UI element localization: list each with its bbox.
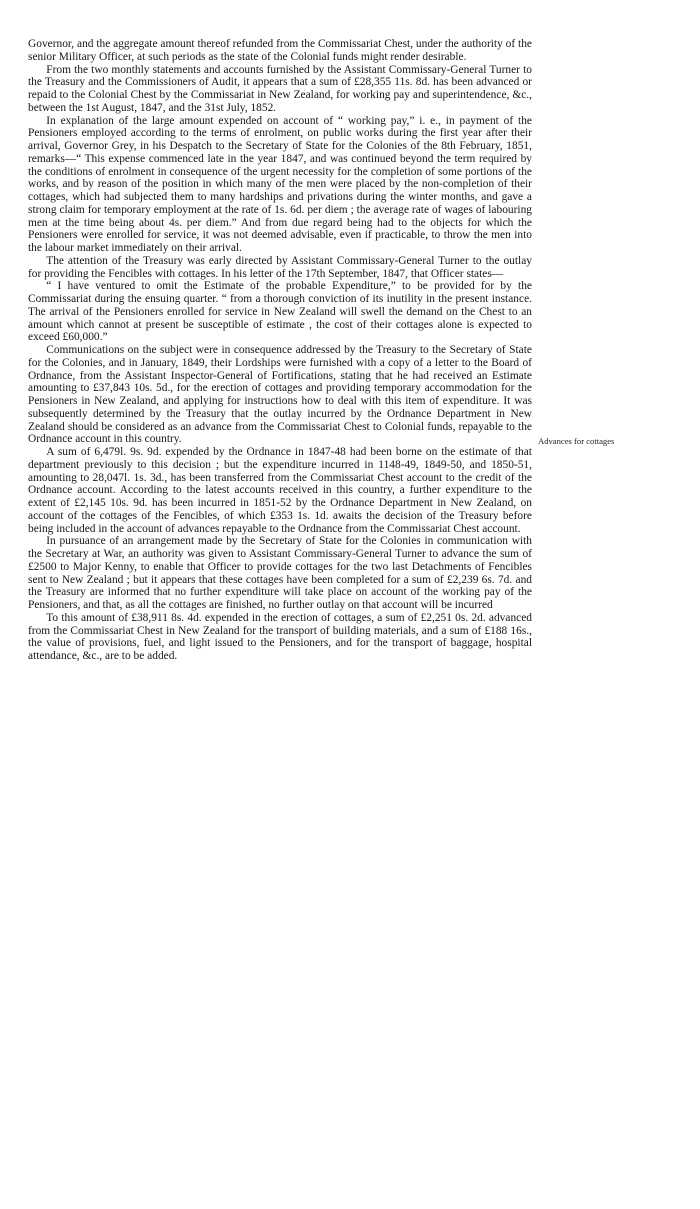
paragraph: In explanation of the large amount expended on account of “ working pay,” i. e., in payment of the Pensioners employed according to the terms of enrolment, on public works during the first year after their arrival, Governor Grey, in his Despatch to the Secretary of State for the Colonies of the 8th February, 1851, remarks—“ This expense commenced late in the year 1847, and was continued beyond the term required by the conditions of enrolment in consequence of the urgent necessity for the completion of some portions of the works, and by reason of the position in which many of the men were placed by the non-completion of their cottages, which had subjected them to many hardships and privations during the winter months, and gave a strong claim for temporary employment at the rate of 1s. 6d. per diem ; the average rate of wages of labouring men at the time being about 4s. per diem.” And from due regard being had to the objects for which the Pensioners were enrolled for service, it was not deemed advisable, even if practicable, to throw the men into the labour market immediately on their arrival. bbox=[28, 114, 532, 254]
paragraph: To this amount of £38,911 8s. 4d. expended in the erection of cottages, a sum of £2,251 0s. 2d. advanced from the Commissariat Chest in New Zealand for the transport of building materials, and a sum of £188 16s., the value of provisions, fuel, and light issued to the Pensioners, and for the transport of baggage, hospital attendance, &c., are to be added. bbox=[28, 611, 532, 662]
paragraph: From the two monthly statements and accounts furnished by the Assistant Commissary-General Turner to the Treasury and the Commissioners of Audit, it appears that a sum of £28,355 11s. 8d. has been advanced or repaid to the Colonial Chest by the Commissariat in New Zealand, for working pay and superintendence, &c., between the 1st August, 1847, and the 31st July, 1852. bbox=[28, 63, 532, 114]
margin-note: Advances for cottages bbox=[538, 436, 615, 446]
paragraph: In pursuance of an arrangement made by the Secretary of State for the Colonies in communication with the Secretary at War, an authority was given to Assistant Commissary-General Turner to advance the sum of £2500 to Major Kenny, to enable that Officer to provide cottages for the two last Detachments of Fencibles sent to New Zealand ; but it appears that these cottages have been completed for a sum of £2,239 6s. 7d. and the Treasury are informed that no further expenditure will take place on account of the working pay of the Pensioners, and that, as all the cottages are finished, no further outlay on that account will be incurred bbox=[28, 535, 532, 611]
body-text bbox=[28, 38, 532, 663]
paragraph: Communications on the subject were in consequence addressed by the Treasury to the Secretary of State for the Colonies, and in January, 1849, their Lordships were furnished with a copy of a letter to the Board of Ordnance, from the Assistant Inspector-General of Fortifications, stating that he had received an Estimate amounting to £37,843 10s. 5d., for the erection of cottages and providing temporary accommodation for the Pensioners in New Zealand, and applying for instructions how to deal with this item of expenditure. It was subsequently determined by the Treasury that the outlay incurred by the Ordnance Department in New Zealand should be considered as an advance from the Commissariat Chest to Colonial funds, repayable to the Ordnance account in this country. bbox=[28, 344, 532, 446]
paragraph: Governor, and the aggregate amount thereof refunded from the Commissariat Chest, under the authority of the senior Military Officer, at such periods as the state of the Colonial funds might render desirable. bbox=[28, 38, 532, 63]
paragraph: The attention of the Treasury was early directed by Assistant Commissary-General Turner to the outlay for providing the Fencibles with cottages. In his letter of the 17th September, 1847, that Officer states— bbox=[28, 254, 532, 280]
quoted-paragraph: “ I have ventured to omit the Estimate of the probable Expenditure,” to be provided for by the Commissariat during the ensuing quarter. “ from a thorough conviction of its inutility in the present instance. The arrival of the Pensioners enrolled for service in New Zealand will swell the demand on the Chest to an amount which cannot at present be susceptible of estimate , the cost of their cottages alone is expected to exceed £60,000.” bbox=[28, 280, 532, 344]
paragraph: A sum of 6,479l. 9s. 9d. expended by the Ordnance in 1847-48 had been borne on the estimate of that department previously to this decision ; but the expenditure incurred in 1148-49, 1849-50, and 1850-51, amounting to 28,047l. 1s. 3d., has been transferred from the Commissariat Chest account to the credit of the Ordnance account. According to the latest accounts received in this country, a further expenditure to the extent of £2,145 10s. 9d. has been incurred in 1851-52 by the Ordnance Department in New Zealand, on account of the cottages of the Fencibles, of which £353 1s. 1d. awaits the decision of the Treasury before being included in the account of advances repayable to the Ordnance from the Commissariat Chest account. bbox=[28, 446, 532, 535]
